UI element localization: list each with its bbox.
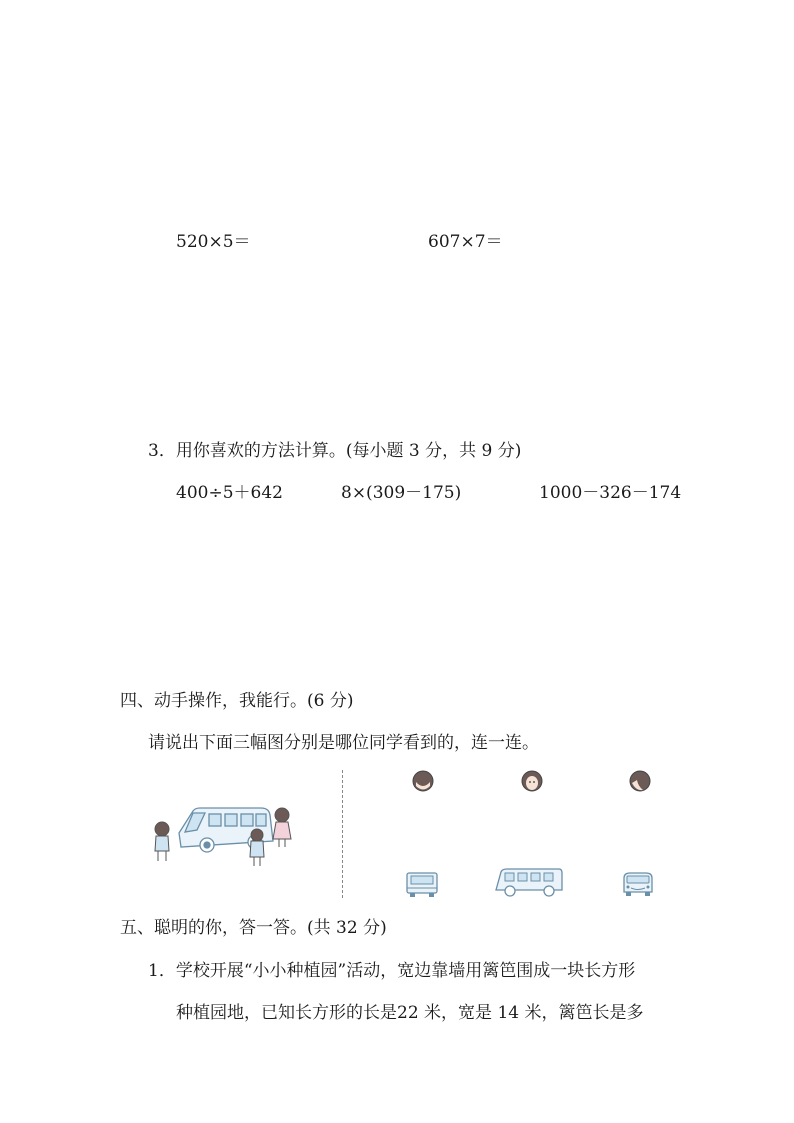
van-side-view-icon: [493, 866, 565, 900]
van-front-view-icon: [620, 870, 656, 898]
section-5-title: 五、聪明的你，答一答。(共 32 分): [120, 918, 387, 938]
child-left-figure: [155, 822, 169, 861]
child-right-figure: [273, 808, 291, 847]
question-5-1-line-1: 1．学校开展“小小种植园”活动，宽边靠墙用篱笆围成一块长方形: [148, 961, 636, 981]
question-5-1-line-2: 种植园地，已知长方形的长是22 米，宽是 14 米，篱笆长是多: [176, 1003, 644, 1023]
calc-expression-1: 520×5＝: [176, 232, 251, 252]
van-back-view-icon: [404, 870, 440, 898]
van-with-children-illustration: [145, 795, 310, 870]
calc-expression-2: 607×7＝: [428, 232, 503, 252]
q3-expression-2: 8×(309－175): [341, 483, 462, 503]
child-front-figure: [250, 829, 264, 866]
q3-expression-1: 400÷5＋642: [176, 483, 283, 503]
section-4-instruction: 请说出下面三幅图分别是哪位同学看到的，连一连。: [148, 733, 539, 753]
child-head-2-icon: [519, 768, 545, 794]
question-3-title: 3．用你喜欢的方法计算。(每小题 3 分，共 9 分): [148, 441, 522, 461]
child-head-1-icon: [410, 768, 436, 794]
child-head-3-icon: [627, 768, 653, 794]
section-4-title: 四、动手操作，我能行。(6 分): [120, 691, 354, 711]
q3-expression-3: 1000－326－174: [539, 483, 682, 503]
dashed-divider: [342, 770, 343, 898]
